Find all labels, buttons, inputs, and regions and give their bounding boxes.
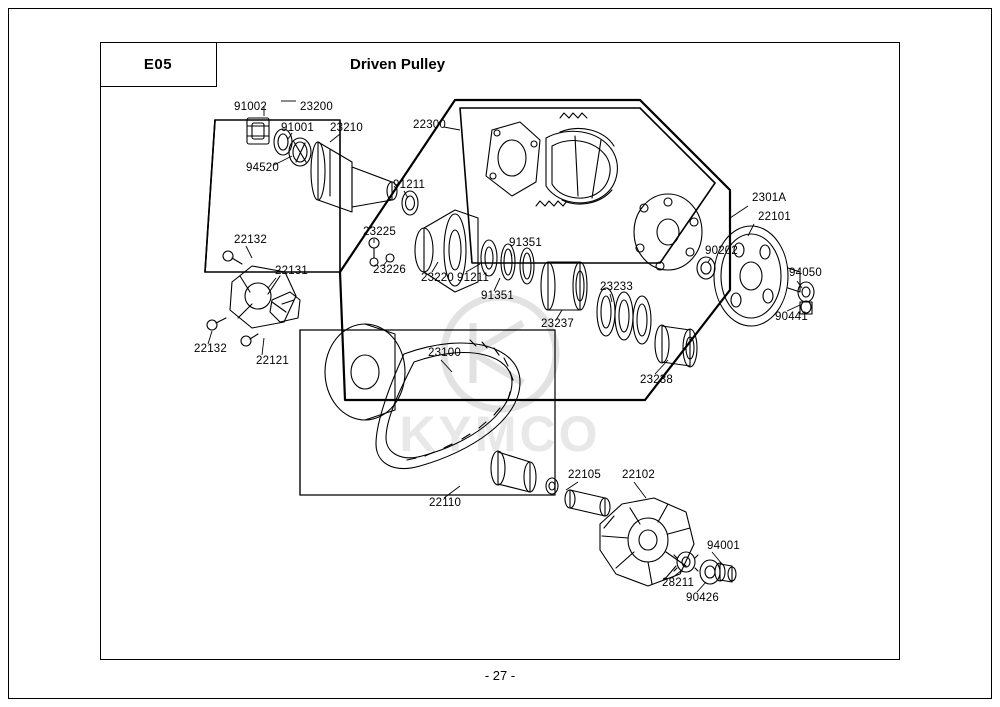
part-label-22132-b: 22132 — [194, 343, 227, 355]
part-label-23225: 23225 — [363, 226, 396, 238]
part-label-23226: 23226 — [373, 264, 406, 276]
part-label-90202: 90202 — [705, 245, 738, 257]
part-label-22101: 22101 — [758, 211, 791, 223]
part-label-91351-a: 91351 — [509, 237, 542, 249]
part-label-91211-a: 91211 — [393, 179, 426, 191]
part-label-23237: 23237 — [541, 318, 574, 330]
part-label-23220: 23220 — [421, 272, 454, 284]
svg-text:KYMCO: KYMCO — [399, 406, 601, 462]
part-label-22105: 22105 — [568, 469, 601, 481]
part-label-91001: 91001 — [281, 122, 314, 134]
part-label-90441: 90441 — [775, 311, 808, 323]
page-number: - 27 - — [484, 668, 516, 683]
part-label-22131: 22131 — [275, 265, 308, 277]
part-label-91002-a: 91002 — [234, 101, 267, 113]
page-title: Driven Pulley — [350, 56, 446, 73]
part-label-91351-b: 91351 — [481, 290, 514, 302]
part-label-94001: 94001 — [707, 540, 740, 552]
part-label-22132-a: 22132 — [234, 234, 267, 246]
part-label-22121: 22121 — [256, 355, 289, 367]
part-label-2301A: 2301A — [752, 192, 787, 204]
part-label-90426: 90426 — [686, 592, 719, 604]
part-label-23100: 23100 — [428, 347, 461, 359]
title-block — [100, 42, 900, 87]
section-code: E05 — [100, 42, 217, 87]
part-label-22300: 22300 — [413, 119, 446, 131]
part-label-91211-b: 91211 — [457, 272, 490, 284]
part-label-23238: 23238 — [640, 374, 673, 386]
part-label-94520: 94520 — [246, 162, 279, 174]
part-label-94050: 94050 — [789, 267, 822, 279]
part-label-23210: 23210 — [330, 122, 363, 134]
part-label-28211: 28211 — [662, 577, 695, 589]
part-label-23233: 23233 — [600, 281, 633, 293]
part-label-22110: 22110 — [429, 497, 462, 509]
part-label-22102: 22102 — [622, 469, 655, 481]
part-label-23200: 23200 — [300, 101, 333, 113]
